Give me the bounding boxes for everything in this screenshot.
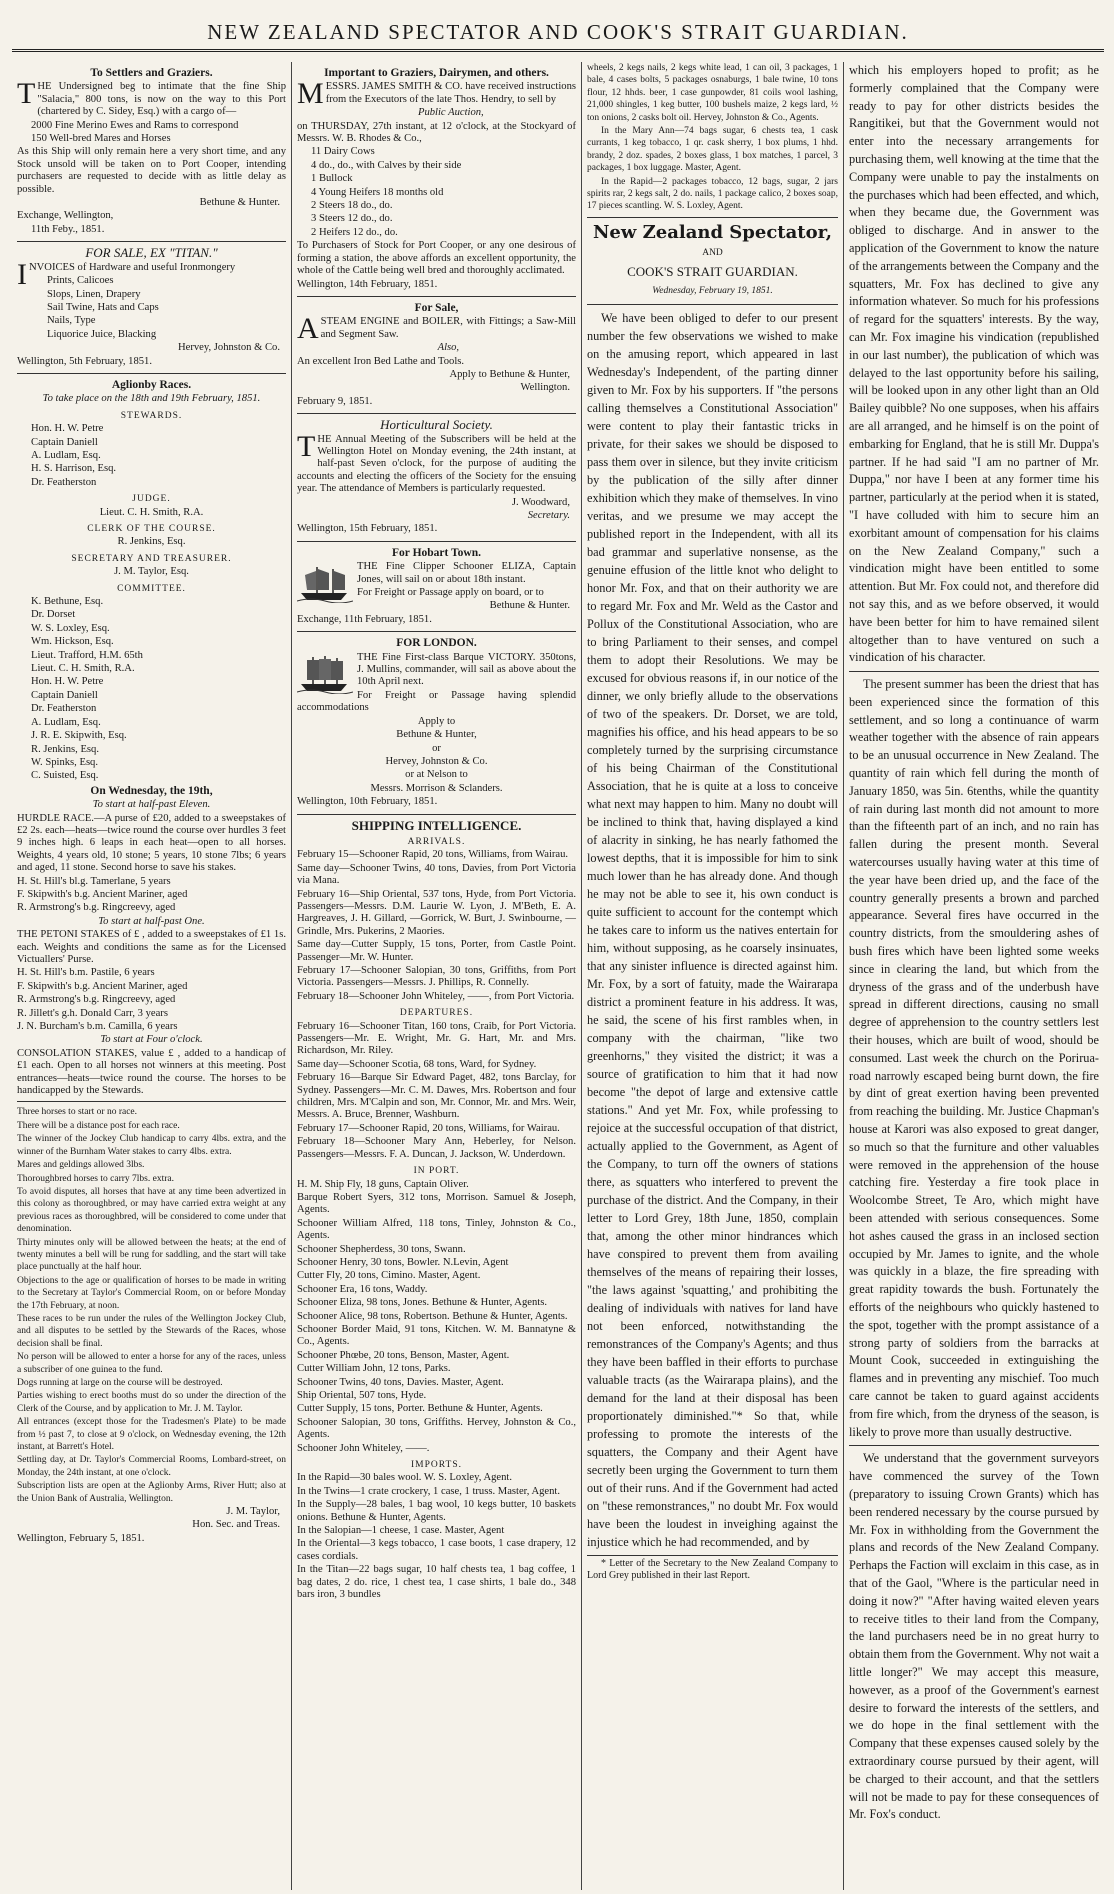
race-rule: No person will be allowed to enter a horse for any of the races, unless a subscriber of one guinea to the fund. <box>17 1352 286 1375</box>
ad-date: 11th Feby., 1851. <box>31 223 105 235</box>
ad-graziers <box>297 62 576 297</box>
in-port-vessel: Schooner Alice, 98 tons, Robertson. Bethune & Hunter, Agents. <box>297 1310 568 1322</box>
divider <box>587 217 838 218</box>
ad-signature: Bethune & Hunter. <box>199 197 280 209</box>
in-port-vessel: Schooner John Whiteley, ——. <box>297 1442 430 1454</box>
ad-title: FOR LONDON. <box>396 637 477 650</box>
start-time: To start at half-past Eleven. <box>92 799 211 811</box>
ad-body: To Purchasers of Stock for Port Cooper, or any one desirous of forming a station, the above affords an excellent opportunity, the whole of the Cattle being well bred and thoroughly acclimated. <box>297 240 576 277</box>
editorial-paragraph: The present summer has been the driest that has been experienced since the formation of this settlement, and so long a continuance of warm weather together with the absence of rain appears to be an unusual occurrence in New Zealand. The quantity of rain which fell during the month of January 1850, was 5in. 6tenths, while the quantity of rain during last month did not amount to more than the fifteenth part of an inch, and no rain has fallen during the present month. Several watercourses usually having water at this time of the year have been dried up, and the face of the country generally presents a brown and parched appearance. Several fires have occurred in the country districts, from the smouldering ashes of bush fires which have been lighted some weeks since in clearing the land, but which from the dryness of the grass and of the underbush have spread in different directions, causing no small degree of apprehension to the country settlers lest their houses, which are built of wood, should be consumed. Last week the church on the Porirua-road narrowly escaped being burnt down, the fire by dint of great exertion having been prevented from reaching the building. Mr. Justice Chapman's house at Karori was also exposed to great danger, so much so that the furniture and other valuables were removed in the apprehension of the house catching fire. Yesterday a fire took place in Woolcombe Street, Te Aro, which might have been attended with serious consequences. Some hot ashes caused the grass in an inclosed section occupied by Mr. James to ignite, and the whole was quickly in a blaze, the fire spreading with great rapidity towards the bush. Fortunately the efforts of the neighbours who quickly hastened to the spot, together with the prompt assistance of a strong party of soldiers from the barracks at Mount Cook, succeeded in extinguishing the flames and in preventing any mischief. Too much care cannot be taken to guard against accidents from fire which, from the dryness of the season, is likely to prove more than usually destructive. <box>849 677 1099 1439</box>
stewards-heading: STEWARDS. <box>120 410 183 421</box>
ad-item: Nails, Type <box>47 315 96 327</box>
arrival: Same day—Cutter Supply, 15 tons, Porter, from Castle Point. Passenger—Mr. W. Hunter. <box>297 939 576 963</box>
ad-title: Important to Graziers, Dairymen, and others. <box>324 67 549 79</box>
ad-item: Slops, Linen, Drapery <box>47 288 141 300</box>
race-rule: Thoroughbred horses to carry 7lbs. extra. <box>17 1173 174 1184</box>
in-port-vessel: Schooner Phœbe, 20 tons, Benson, Master, Agent. <box>297 1349 510 1361</box>
race-rule: Mares and geldings allowed 3lbs. <box>17 1160 145 1171</box>
in-port-vessel: Schooner Eliza, 98 tons, Jones. Bethune & Hunter, Agents. <box>297 1297 547 1309</box>
secretary-heading: SECRETARY AND TREASURER. <box>71 553 232 564</box>
judge-heading: JUDGE. <box>132 494 171 505</box>
ad-date: Wellington, 10th February, 1851. <box>297 796 438 808</box>
committee-member: A. Ludlam, Esq. <box>31 716 101 728</box>
ad-body: THE Fine First-class Barque VICTORY. 350tons, J. Mullins, commander, will sail as above about the 10th April next. <box>357 651 576 688</box>
race-rule: Settling day, at Dr. Taylor's Commercial Rooms, Lombard-street, on Monday, the 24th instant, at one o'clock. <box>17 1455 286 1478</box>
ad-item: 2000 Fine Merino Ewes and Rams to correspond <box>31 119 239 131</box>
departure: Same day—Schooner Scotia, 68 tons, Ward, for Sydney. <box>297 1058 537 1070</box>
race-rule: To avoid disputes, all horses that have at any time been advertized in this colony as thoroughbred, or may have carried extra weight at any previous races as thoroughbred, will be considered to come under that denomination. <box>17 1186 286 1235</box>
ad-signature-title: Secretary. <box>527 510 570 521</box>
race-entry: H. St. Hill's b.m. Pastile, 6 years <box>17 967 155 979</box>
race-entry: H. St. Hill's bl.g. Tamerlane, 5 years <box>17 875 171 887</box>
in-port-vessel: Schooner Border Maid, 91 tons, Kitchen. W. M. Bannatyne & Co., Agents. <box>297 1323 576 1348</box>
departure: February 16—Schooner Titan, 160 tons, Craib, for Port Victoria. Passengers—Mr. E. Wright, Mr. G. Hart, Mr. and Mrs. Richardson, Mr. Riley. <box>297 1020 576 1057</box>
clerk-heading: CLERK OF THE COURSE. <box>87 524 216 534</box>
race-hurdle: HURDLE RACE.—A purse of £20, added to a sweepstakes of £2 2s. each—heats—twice round the course over hurdles 3 feet 9 inches high. 6 leaps in each heat—open to all horses. Weights, 4 years old, 10 stone; 5 years, 10 stone 7lbs; 6 years and aged, 11 stone. Second horse to save his stakes. <box>17 812 286 874</box>
steward: Captain Daniell <box>31 436 98 448</box>
race-rule: There will be a distance post for each race. <box>17 1120 180 1131</box>
arrival: Same day—Schooner Twins, 40 tons, Davies, from Port Victoria via Mana. <box>297 862 576 887</box>
in-port-vessel: Schooner Era, 16 tons, Waddy. <box>297 1283 428 1295</box>
races-subtitle: To take place on the 18th and 19th February, 1851. <box>42 393 261 405</box>
ad-agent: Hervey, Johnston & Co. <box>385 755 488 767</box>
committee-member: Hon. H. W. Petre <box>31 676 104 688</box>
steward: A. Ludlam, Esq. <box>31 449 101 461</box>
ad-or: or at Nelson to <box>405 769 468 781</box>
departures-heading: DEPARTURES. <box>399 1008 474 1019</box>
ad-apply: Apply to <box>417 715 456 727</box>
arrival: February 15—Schooner Rapid, 20 tons, Williams, from Wairau. <box>297 849 569 861</box>
column-1 <box>12 62 292 1890</box>
import-entry: In the Salopian—1 cheese, 1 case. Master, Agent <box>297 1525 505 1537</box>
race-entry: F. Skipwith's b.g. Ancient Mariner, aged <box>17 980 188 992</box>
ad-signature-title: Hon. Sec. and Treas. <box>192 1519 280 1531</box>
committee-member: Captain Daniell <box>31 689 98 701</box>
ad-agent: Messrs. Morrison & Sclanders. <box>370 782 503 794</box>
race-rule: Subscription lists are open at the Aglionby Arms, River Hutt; also at the Union Bank of Australia, Wellington. <box>17 1481 286 1504</box>
import-entry: In the Rapid—30 bales wool. W. S. Loxley, Agent. <box>297 1472 512 1484</box>
clerk: R. Jenkins, Esq. <box>117 536 186 548</box>
ad-item: 4 Young Heifers 18 months old <box>311 186 444 198</box>
column-2 <box>292 62 582 1890</box>
shipping-intelligence <box>297 815 576 1607</box>
ad-item: Sail Twine, Hats and Caps <box>47 301 159 313</box>
divider <box>849 1445 1099 1446</box>
sailing-ship-icon <box>297 654 353 694</box>
committee-member: C. Suisted, Esq. <box>31 770 99 782</box>
ad-date: Wellington, February 5, 1851. <box>17 1532 145 1544</box>
divider <box>17 1101 286 1102</box>
import-entry: In the Rapid—2 packages tobacco, 12 bags, sugar, 2 jars spirits rar, 2 kegs salt, 2 do. nails, 1 package calico, 2 boxes soap, 17 pieces scantling. W. S. Loxley, Agent. <box>587 176 838 212</box>
ad-body: THE Fine Clipper Schooner ELIZA, Captain Jones, will sail on or about 18th instant. <box>357 561 576 585</box>
ad-item: Prints, Calicoes <box>47 275 114 287</box>
race-petoni: THE PETONI STAKES of £ , added to a sweepstakes of £1 1s. each. Weights and conditions the same as for the Licensed Victuallers' Purse. <box>17 929 286 965</box>
ad-item: Liquorice Juice, Blacking <box>47 328 157 340</box>
committee-heading: COMMITTEE. <box>117 583 186 594</box>
masthead-rule <box>12 49 1104 52</box>
race-rule: All entrances (except those for the Tradesmen's Plate) to be made from ½ past 7, to close at 9 o'clock, on Wednesday evening, the 12th instant, at Barrett's Hotel. <box>17 1417 286 1453</box>
ad-body: As this Ship will only remain here a very short time, and any Stock unsold will be taken on to Port Cooper, intending purchasers are requested to decide with as little delay as possible. <box>17 146 286 195</box>
ad-item: 2 Steers 18 do., do. <box>311 200 393 212</box>
imports-continued: wheels, 2 kegs nails, 2 kegs white lead, 1 can oil, 3 packages, 1 bale, 4 cases bolts, 5 packages osnaburgs, 1 bale twine, 10 tons flour, 12 hhds. beer, 1 case gunpowder, 81 coils wool lashing, 21,000 shingles, 1 keg butter, 100 bushels maize, 2 kegs lard, ½ ton onions, 2 casks bolt oil. Hervey, Johnston & Co., Agents. <box>587 63 838 123</box>
ad-agent: Bethune & Hunter, <box>396 729 477 741</box>
divider <box>587 304 838 305</box>
editorial-banner-and: AND <box>702 247 723 258</box>
ad-body: MESSRS. JAMES SMITH & CO. have received instructions from the Executors of the late Thos. Hendry, to sell by <box>297 77 576 111</box>
in-port-vessel: Schooner William Alfred, 118 tons, Tinley, Johnston & Co., Agents. <box>297 1217 576 1242</box>
ad-aglionby-races <box>17 374 286 1550</box>
ad-body: INVOICES of Hardware and useful Ironmongery <box>17 257 236 291</box>
in-port-vessel: Cutter Supply, 15 tons, Porter. Bethune & Hunter, Agents. <box>297 1403 543 1415</box>
race-day-heading: On Wednesday, the 19th, <box>90 784 213 797</box>
ad-item: 3 Steers 12 do., do. <box>311 213 393 225</box>
start-time: To start at half-past One. <box>98 915 205 927</box>
divider <box>849 671 1099 672</box>
race-rule: These races to be run under the rules of the Wellington Jockey Club, and all disputes to be settled by the Stewards of the Races, whose decision shall be final. <box>17 1313 286 1349</box>
ad-title: For Sale, <box>414 301 459 314</box>
footnote: * Letter of the Secretary to the New Zealand Company to Lord Grey published in their last Report. <box>587 1555 838 1582</box>
departure: February 16—Barque Sir Edward Paget, 482, tons Barclay, for Sydney. Passengers—Mr. C. M. Dawes, Mrs. Robertson and four children, Mrs. M'Calpin and son, Mr. Connor, Mr. and Mrs. Weir, Messrs. A. Bruce, Brenner, Washburn. <box>297 1072 576 1121</box>
ad-date: Wellington, 5th February, 1851. <box>17 355 152 367</box>
ad-steam-engine <box>297 297 576 414</box>
committee-member: Dr. Featherston <box>31 703 97 715</box>
ad-title: Horticultural Society. <box>380 417 493 433</box>
ad-date: February 9, 1851. <box>297 395 373 407</box>
ad-body: on THURSDAY, 27th instant, at 12 o'clock, at the Stockyard of Messrs. W. B. Rhodes & Co., <box>297 120 576 145</box>
ad-auction: Public Auction, <box>417 107 484 119</box>
editorial-banner: New Zealand Spectator, <box>592 221 833 243</box>
ad-title: For Hobart Town. <box>392 546 481 559</box>
race-rule: Thirty minutes only will be allowed between the heats; at the end of twenty minutes a bell will be rung for saddling, and the start will take place punctually at the half hour. <box>17 1237 286 1273</box>
import-entry: In the Supply—28 bales, 1 bag wool, 10 kegs butter, 10 baskets onions. Bethune & Hunter, Agents. <box>297 1499 576 1523</box>
ad-london <box>297 632 576 814</box>
import-entry: In the Mary Ann—74 bags sugar, 6 chests tea, 1 cask currants, 1 keg tobacco, 1 qr. cask sherry, 1 box plums, 1 hhd. brandy, 2 doz. spades, 2 boxes glass, 1 box matches, 1 parcel, 3 packages, 1 box luggage. Master, Agent. <box>587 126 838 174</box>
editorial-paragraph: We understand that the government surveyors have commenced the survey of the Town (preparatory to issuing Crown Grants) which has been rendered necessary by the course pursued by Mr. Fox in withholding from the Government the plans and records of the New Zealand Company. Perhaps the Faction will exclaim in this case, as in that of the Gaol, "Where is the particular need in doing it now?" "After having waited eleven years to receive titles to their land from the Company, the land purchasers need be in no great hurry to obtain them from the Government. Why not wait a little longer?" We may accept this measure, however, as a proof of the Government's earnest desire to forward the interests of the settlers, and we do hope in the final settlement with the Company that these expenses caused solely by the extraordinary course pursued by their agent, will be charged to their account, and that the settlers will not be made to pay for these consequences of Mr. Fox's conduct. <box>849 1451 1099 1822</box>
arrival: February 18—Schooner John Whiteley, ——, from Port Victoria. <box>297 990 575 1002</box>
departure: February 17—Schooner Rapid, 20 tons, Williams, for Wairau. <box>297 1122 560 1134</box>
masthead: NEW ZEALAND SPECTATOR AND COOK'S STRAIT GUARDIAN. <box>207 20 909 44</box>
import-entry: In the Titan—22 bags sugar, 10 half chests tea, 1 bag coffee, 1 bag dates, 2 do. rice, 1 chest tea, 1 case shirts, 1 bale do., 348 bars iron, 3 bundles <box>297 1564 576 1601</box>
import-entry: In the Oriental—3 kegs tobacco, 1 case boots, 1 case drapery, 12 cases cordials. <box>297 1538 576 1562</box>
committee-member: Lieut. Trafford, H.M. 65th <box>31 649 143 661</box>
ad-settlers-graziers <box>17 62 286 242</box>
in-port-vessel: Barque Robert Syers, 312 tons, Morrison. Samuel & Joseph, Agents. <box>297 1191 576 1216</box>
arrival: February 17—Schooner Salopian, 30 tons, Griffiths, from Port Victoria. Passengers—Messrs. J. Phillips, R. Connelly. <box>297 965 576 989</box>
ad-item: 150 Well-bred Mares and Horses <box>31 133 171 145</box>
race-entry: F. Skipwith's b.g. Ancient Mariner, aged <box>17 888 188 900</box>
in-port-vessel: H. M. Ship Fly, 18 guns, Captain Oliver. <box>297 1178 469 1190</box>
ad-signature: Hervey, Johnston & Co. <box>177 342 280 354</box>
committee-member: Dr. Dorset <box>31 609 76 621</box>
ad-title: FOR SALE, EX "TITAN." <box>85 245 218 261</box>
ad-hobart <box>297 542 576 632</box>
ad-item: 11 Dairy Cows <box>311 146 375 158</box>
columns <box>12 62 1104 1890</box>
ad-title: To Settlers and Graziers. <box>90 67 213 79</box>
in-port-vessel: Schooner Twins, 40 tons, Davies. Master, Agent. <box>297 1376 504 1388</box>
race-rule: Three horses to start or no race. <box>17 1107 138 1118</box>
in-port-vessel: Schooner Salopian, 30 tons, Griffiths. Hervey, Johnston & Co., Agents. <box>297 1416 576 1441</box>
in-port-vessel: Schooner Henry, 30 tons, Bowler. N.Levin, Agent <box>297 1256 509 1268</box>
steward: Hon. H. W. Petre <box>31 423 104 435</box>
ad-place: Wellington. <box>520 382 570 394</box>
import-entry: In the Twins—1 crate crockery, 1 case, 1 truss. Master, Agent. <box>297 1485 561 1497</box>
race-entry: R. Jillett's g.h. Donald Carr, 3 years <box>17 1007 168 1019</box>
race-rule: Objections to the age or qualification of horses to be made in writing to the Secretary at Taylor's Commercial Room, on or before Monday the 17th February, at noon. <box>17 1275 286 1311</box>
ad-body: THE Undersigned beg to intimate that the fine Ship "Salacia," 800 tons, is now on the way to this Port (chartered by C. Sidey, Esq.) with a cargo of— <box>17 77 286 118</box>
race-rule: The winner of the Jockey Club handicap to carry 4lbs. extra, and the winner of the Burnham Water stakes to carry 4lbs. extra. <box>17 1134 286 1157</box>
in-port-vessel: Cutter William John, 12 tons, Parks. <box>297 1363 451 1375</box>
committee-member: J. R. E. Skipwith, Esq. <box>31 730 127 742</box>
arrival: February 16—Ship Oriental, 537 tons, Hyde, from Port Victoria. Passengers—Messrs. D.M. Laurie W. Lyon, J. M'Beth, E. A. Hargreaves, J. H. Gillard, —Gorrick, W. Burt, J. Swinbourne, — Grindle, Mrs. Pukerins, 2 Maories. <box>297 888 576 937</box>
ad-item: 4 do., do., with Calves by their side <box>311 159 462 171</box>
arrivals-heading: ARRIVALS. <box>407 836 466 847</box>
ad-date: Wellington, 15th February, 1851. <box>297 523 438 535</box>
in-port-vessel: Ship Oriental, 507 tons, Hyde. <box>297 1390 427 1401</box>
ad-date: Wellington, 14th February, 1851. <box>297 278 438 290</box>
ad-item: 1 Bullock <box>311 173 353 185</box>
in-port-vessel: Cutter Fly, 20 tons, Cimino. Master, Agent. <box>297 1270 481 1282</box>
race-entry: R. Armstrong's b.g. Ringcreevy, aged <box>17 902 176 914</box>
ad-body: For Freight or Passage apply on board, or to <box>357 587 544 599</box>
ad-body: For Freight or Passage having splendid accommodations <box>297 689 576 714</box>
shipping-title: SHIPPING INTELLIGENCE. <box>351 817 522 833</box>
start-time: To start at Four o'clock. <box>100 1034 203 1046</box>
secretary: J. M. Taylor, Esq. <box>114 566 189 578</box>
race-entry: J. N. Burcham's b.m. Camilla, 6 years <box>17 1021 178 1033</box>
committee-member: W. S. Loxley, Esq. <box>31 622 110 634</box>
ad-date: Exchange, 11th February, 1851. <box>297 613 432 625</box>
committee-member: W. Spinks, Esq. <box>31 756 99 768</box>
steward: Dr. Featherston <box>31 476 97 488</box>
race-entry: R. Armstrong's b.g. Ringcreevy, aged <box>17 994 176 1006</box>
editorial-paragraph: which his employers hoped to profit; as he formerly complained that the Company were ready to pay for other districts besides the Rangitikei, but that the Government would not enter into the necessary arrangements for purchasing them, well knowing at the time that the Company were unable to pay the instalments on the purchases which had been effected, and which, when they became due, the Government was obliged to discharge. And in answer to the application of the Government to know the nature of the arrangements between the Company and the squatters, Mr. Fox has declined to give any information whatever. So much for his professions of regard for the squatters' interests. By the way, can Mr. Fox imagine his vindication (republished in our last number), the publication of which was delayed to the last opportunity before his sailing, will be looked upon in any other light than an Old Bailey quibble? No one supposes, when his affairs are all arranged, and he himself is on the point of embarking for England, that he is still Mr. Duppa's partner. If he had said "I am no partner of Mr. Duppa," nor have I been at any former time his partner, particularly at the period when it is stated, "I have colluded with him to secure him an exorbitant amount of compensation for his claims on the New Zealand Company," such a vindication might have been entitled to some attention. But Mr. Fox could not, and therefore did not say this, and as we before observed, it would have been better for him to have remained silent altogether than to have ventured on such a vindication of his character. <box>849 63 1099 665</box>
ad-horticultural <box>297 414 576 542</box>
committee-member: Lieut. C. H. Smith, R.A. <box>31 663 135 675</box>
editorial-banner-subtitle: COOK'S STRAIT GUARDIAN. <box>627 263 798 279</box>
steward: H. S. Harrison, Esq. <box>31 463 117 475</box>
ad-place: Exchange, Wellington, <box>17 210 114 222</box>
ad-item: 2 Heifers 12 do., do. <box>311 226 398 238</box>
committee-member: K. Bethune, Esq. <box>31 596 104 608</box>
sailing-ship-icon <box>297 563 353 603</box>
judge: Lieut. C. H. Smith, R.A. <box>99 506 204 518</box>
committee-member: R. Jenkins, Esq. <box>31 743 99 755</box>
ad-title: Aglionby Races. <box>111 378 192 391</box>
race-rule: Dogs running at large on the course will be destroyed. <box>17 1378 223 1388</box>
race-consolation: CONSOLATION STAKES, value £ , added to a handicap of £1 each. Open to all horses not winners at this meeting. Post entrances—heats—twice round the course. The horses to be handicapped by the Stewards. <box>17 1047 286 1097</box>
ad-signature: J. M. Taylor, <box>226 1506 280 1518</box>
race-rule: Parties wishing to erect booths must do so under the direction of the Clerk of the Course, and by application to Mr. J. M. Taylor. <box>17 1391 286 1414</box>
column-4 <box>844 62 1104 1890</box>
departure: February 18—Schooner Mary Ann, Heberley, for Nelson. Passengers—Messrs. F. A. Duncan, J. Jackson, W. Underdown. <box>297 1136 576 1160</box>
ad-signature: Bethune & Hunter. <box>489 600 570 612</box>
ad-body: ASTEAM ENGINE and BOILER, with Fittings; a Saw-Mill and Segment Saw. <box>297 312 576 346</box>
column-3 <box>582 62 844 1890</box>
committee-member: Wm. Hickson, Esq. <box>31 636 114 648</box>
editorial-dateline: Wednesday, February 19, 1851. <box>652 285 773 296</box>
ad-or: or <box>432 742 441 754</box>
ad-signature: Apply to Bethune & Hunter, <box>449 368 570 380</box>
in-port-vessel: Schooner Shepherdess, 30 tons, Swann. <box>297 1243 466 1255</box>
ad-also: Also, <box>437 342 460 354</box>
ad-body: An excellent Iron Bed Lathe and Tools. <box>297 355 465 367</box>
in-port-heading: IN PORT. <box>413 1166 460 1177</box>
ad-titan <box>17 242 286 374</box>
ad-body: THE Annual Meeting of the Subscribers will be held at the Wellington Hotel on Monday evening, the 24th instant, at half-past Seven o'clock, for the purpose of auditing the accounts and electing the officers of the Society for the ensuing year. The attendance of Members is particularly requested. <box>297 429 576 495</box>
imports-heading: IMPORTS. <box>411 1460 462 1471</box>
ad-signature: J. Woodward, <box>511 496 570 508</box>
editorial-paragraph: We have been obliged to defer to our present number the few observations we wished to make on the amusing report, which appeared in last Wednesday's Independent, of the parting dinner given to Mr. Fox by his supporters. If "the persons calling themselves a Constitutional Association" were content to play their fantastic tricks in private, for their sakes we should be disposed to pass them over in silence, but they invite criticism by the publication of the silly after dinner exhibition which they make of themselves. In vino veritas, and we presume we may accept the published report in the Independent, with all its bad grammar and superlative nonsense, as the genuine effusion of the little knot who delight to honor Mr. Fox, and that on their authority we are to regard Mr. Fox and Mr. Weld as the Castor and Pollux of the Constitutional Association, who are to bring Parliament to their senses, and compel them to adopt their Resolutions. We may be excused for obvious reasons if, in our notice of the dinner, we only briefly allude to the observations of two of the speakers. Dr. Dorset, we are told, magnifies his office, and his head appears to be so completely turned by the surprising circumstance of his being Chairman of the Constitutional Association, that he is quite at a loss to conceive what next may happen to him. Many no doubt will be inclined to think that, having displayed a kind of alacrity in sinking, he has nearly fathomed the lowest depths, that it is impossible for him to sink much lower than he has already done. And though he may not be able to see it, his own conduct is quite sufficient to account for the contempt which he takes care to inform us the natives entertain for him, without supposing, as he coarsely insinuates, that any sinister influence is directed against him. Mr. Fox, by a sort of fatuity, made the Wairarapa district a prominent feature in his address. It was, he said, the scene of his first rambles when, in company with the chairman, "like two greenhorns," they visited the district; it was a source of gratification to him that it had now become "the depot of large and extensive cattle stations." And yet Mr. Fox, while professing to rejoice at the successful occupation of that district, actually applied to the Government, as Agent of the Company, to turn off the owners of stations there, as squatters who interfered to prevent the purchase of the district. And the Company, in their letter to Lord Grey, 18th June, 1850, complain that, among the other minor hindrances which have conspired to prevent them from availing themselves of the means of repairing their losses, "the laws against 'squatting,' and prohibiting the dealing of individuals with natives for land have not been enforced, notwithstanding the remonstrances of the Company's Agents; and thus they have been baffled in their efforts to purchase valuable tracts (as the Wairarapa plains), and the demand for the land at their disposal has been proportionately diminished."* So that, while professing to promote the interests of the squatters, the Company and their Agent have secretly been urging the Government to turn them out of their runs. And if the Government had acted on "these remonstrances," no doubt Mr. Fox would have been the loudest in inveighing against the injustice which he had recommended, and by <box>587 310 838 1549</box>
